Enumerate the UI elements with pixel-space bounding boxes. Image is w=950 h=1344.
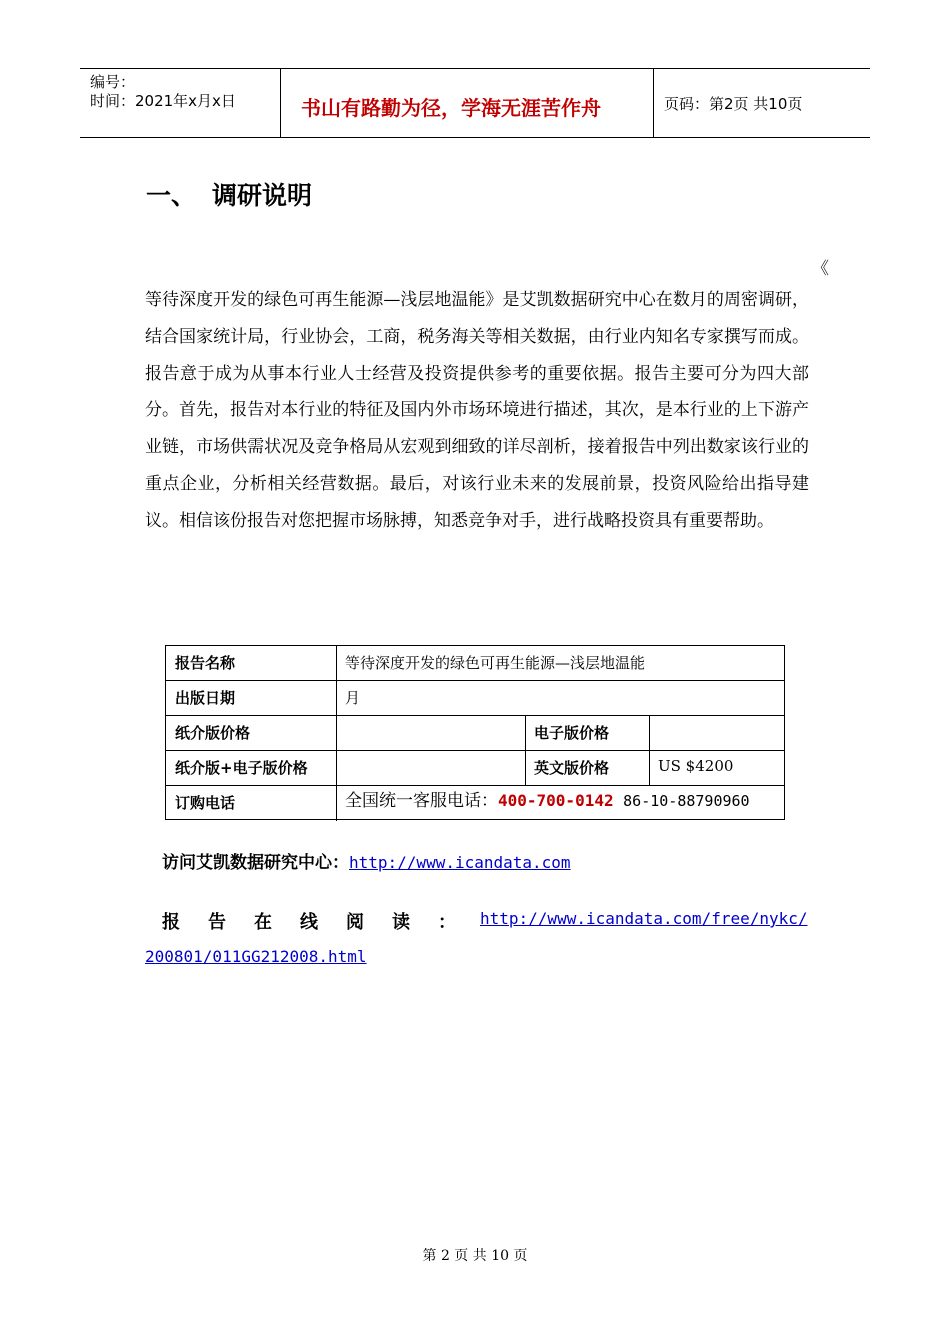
en-price-value: US $4200 bbox=[658, 757, 734, 775]
phone-main: 400-700-0142 bbox=[498, 791, 614, 810]
read-char: 报 bbox=[162, 912, 180, 933]
read-online-link-cont[interactable]: 200801/011GG212008.html bbox=[145, 947, 367, 966]
page-footer: 第 2 页 共 10 页 bbox=[422, 1248, 528, 1264]
read-char: 在 bbox=[254, 912, 272, 933]
body-paragraph: 等待深度开发的绿色可再生能源—浅层地温能》是艾凯数据研究中心在数月的周密调研，结合国家统计局，行业协会，工商，税务海关等相关数据，由行业内知名专家撰写而成。报告意于成为从事本行业人士经营及投资提供参考的重要依据。报告主要可分为四大部分。首先，报告对本行业的特征及国内外市场环境进行描述，其次，是本行业的上下游产业链，市场供需状况及竞争格局从宏观到细致的详尽剖析，接着报告中列出数家该行业的重点企业，分析相关经营数据。最后，对该行业未来的发展前景，投资风险给出指导建议。相信该份报告对您把握市场脉搏，知悉竞争对手，进行战略投资具有重要帮助。 bbox=[145, 290, 809, 531]
table-divider bbox=[166, 750, 784, 751]
read-char: 线 bbox=[300, 912, 318, 933]
open-quote: 《 bbox=[812, 259, 829, 279]
table-divider bbox=[166, 715, 784, 716]
number-label: 编号： bbox=[90, 73, 136, 91]
visit-link[interactable]: http://www.icandata.com bbox=[349, 853, 571, 872]
en-price-label: 英文版价格 bbox=[534, 759, 610, 777]
header-table bbox=[80, 68, 870, 138]
pub-date-value: 月 bbox=[345, 689, 361, 707]
section-number: 一、 bbox=[146, 181, 197, 210]
read-char: 告 bbox=[208, 912, 226, 933]
read-char: 读 bbox=[392, 912, 410, 933]
page-info: 页码：第2页 共10页 bbox=[664, 95, 803, 113]
report-info-table bbox=[165, 645, 785, 820]
read-char: ： bbox=[438, 912, 456, 933]
read-online-link[interactable]: http://www.icandata.com/free/nykc/ bbox=[480, 909, 808, 928]
section-heading bbox=[146, 176, 312, 212]
e-price-label: 电子版价格 bbox=[534, 724, 610, 742]
header-motto-cell bbox=[281, 69, 654, 137]
header-page-cell bbox=[654, 69, 870, 137]
report-name-label: 报告名称 bbox=[175, 654, 236, 672]
time-label: 时间：2021年x月x日 bbox=[90, 92, 236, 110]
header-meta-cell bbox=[80, 69, 281, 137]
visit-label: 访问艾凯数据研究中心： bbox=[162, 853, 349, 873]
paper-price-label: 纸介版价格 bbox=[175, 724, 251, 742]
motto-text: 书山有路勤为径，学海无涯苦作舟 bbox=[301, 96, 601, 120]
read-online-label bbox=[162, 908, 484, 934]
read-char: 阅 bbox=[346, 912, 364, 933]
combo-price-label: 纸介版+电子版价格 bbox=[175, 759, 308, 777]
phone-alt: 86-10-88790960 bbox=[623, 792, 750, 810]
order-phone-value bbox=[345, 786, 750, 811]
order-phone-label: 订购电话 bbox=[175, 794, 236, 812]
table-divider bbox=[525, 715, 526, 785]
phone-prefix: 全国统一客服电话： bbox=[345, 791, 498, 811]
visit-line bbox=[162, 848, 571, 873]
report-name-value: 等待深度开发的绿色可再生能源—浅层地温能 bbox=[345, 654, 646, 672]
section-title: 调研说明 bbox=[212, 181, 313, 210]
table-divider bbox=[649, 715, 650, 785]
table-divider bbox=[336, 646, 337, 821]
pub-date-label: 出版日期 bbox=[175, 689, 236, 707]
table-divider bbox=[166, 680, 784, 681]
